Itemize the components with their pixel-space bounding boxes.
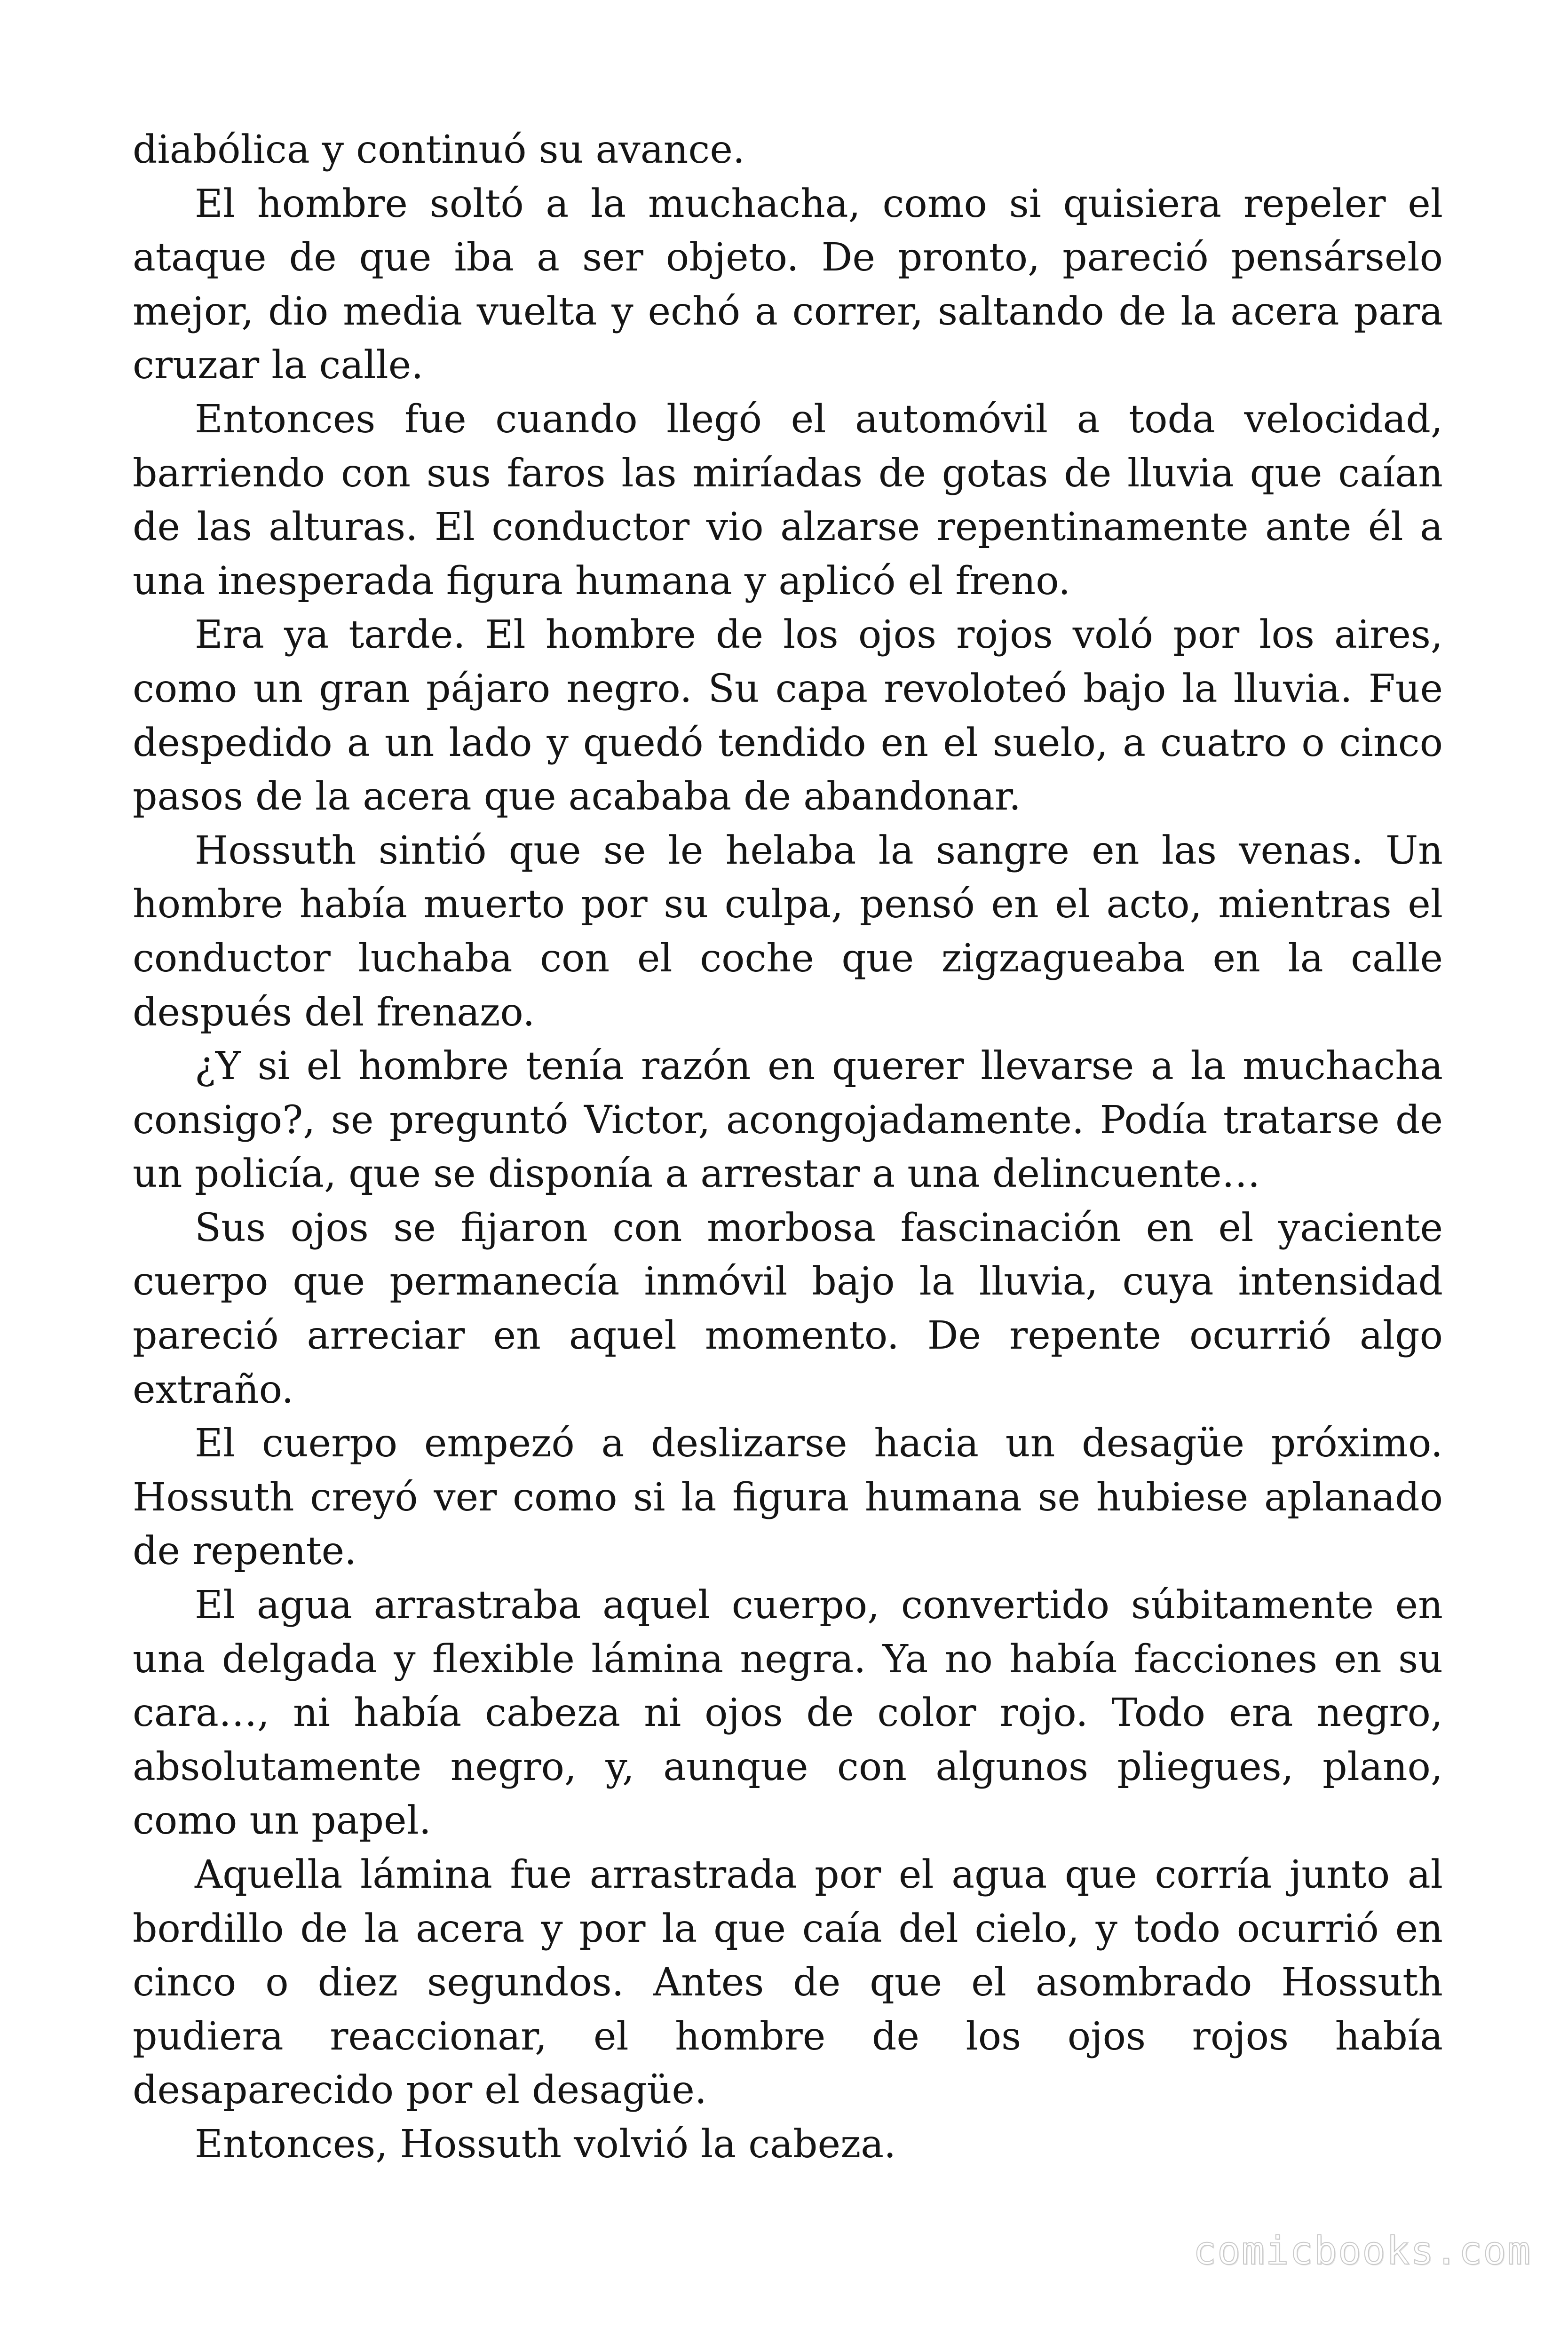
paragraph: Era ya tarde. El hombre de los ojos rojos voló por los aires, como un gran pájaro negro. Su capa revoloteó bajo la lluvia. Fue despedido a un lado y quedó tendido en el suelo, a cuatro o cinco pasos de la acera que acababa de abandonar. <box>133 612 1443 819</box>
paragraph-continuation: diabólica y continuó su avance. <box>133 127 745 172</box>
watermark: comicbooks.com <box>1193 2229 1531 2273</box>
paragraph: El hombre soltó a la muchacha, como si quisiera repeler el ataque de que iba a ser objeto. De pronto, pareció pensárselo mejor, dio media vuelta y echó a correr, saltando de la acera para cruzar la calle. <box>133 181 1443 388</box>
paragraph: Entonces fue cuando llegó el automóvil a toda velocidad, barriendo con sus faros las miríadas de gotas de lluvia que caían de las alturas. El conductor vio alzarse repentinamente ante él a una inesperada figura humana y aplicó el freno. <box>133 397 1443 604</box>
paragraph: Aquella lámina fue arrastrada por el agua que corría junto al bordillo de la acera y por la que caía del cielo, y todo ocurrió en cinco o diez segundos. Antes de que el asombrado Hossuth pudiera reaccionar, el hombre de los ojos rojos había desaparecido por el desagüe. <box>133 1852 1443 2113</box>
paragraph: El agua arrastraba aquel cuerpo, convertido súbitamente en una delgada y flexible lámina negra. Ya no había facciones en su cara…, ni había cabeza ni ojos de color rojo. Todo era negro, absolutamente negro, y, aunque con algunos pliegues, plano, como un papel. <box>133 1583 1443 1843</box>
paragraph: ¿Y si el hombre tenía razón en querer llevarse a la muchacha consigo?, se preguntó Victor, acongojadamente. Podía tratarse de un policía, que se disponía a arrestar a una delincuente… <box>133 1044 1443 1197</box>
paragraph: Hossuth sintió que se le helaba la sangre en las venas. Un hombre había muerto por su culpa, pensó en el acto, mientras el conductor luchaba con el coche que zigzagueaba en la calle después del frenazo. <box>133 828 1443 1035</box>
paragraph: Entonces, Hossuth volvió la cabeza. <box>195 2122 896 2167</box>
page-body <box>133 123 1443 2172</box>
paragraph: Sus ojos se fijaron con morbosa fascinación en el yaciente cuerpo que permanecía inmóvil bajo la lluvia, cuya intensidad pareció arreciar en aquel momento. De repente ocurrió algo extraño. <box>133 1205 1443 1412</box>
paragraph: El cuerpo empezó a deslizarse hacia un desagüe próximo. Hossuth creyó ver como si la figura humana se hubiese aplanado de repente. <box>133 1421 1443 1574</box>
